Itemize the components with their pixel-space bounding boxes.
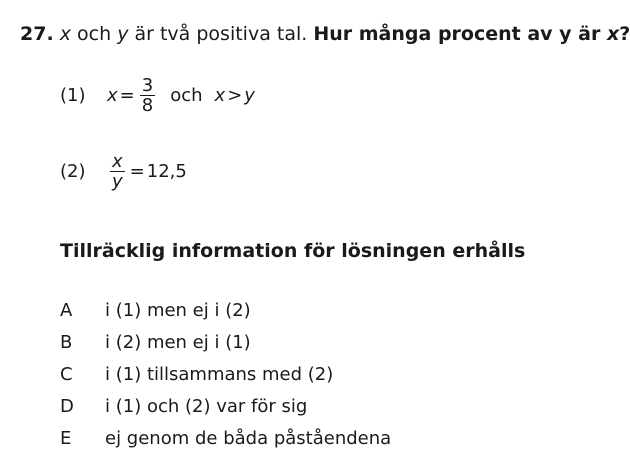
statement-1-label: (1) xyxy=(60,84,86,106)
statement-1-relation-op: > xyxy=(227,84,243,106)
option-d[interactable] xyxy=(60,390,391,422)
intro-tail: är två positiva tal. xyxy=(134,23,308,45)
option-letter: A xyxy=(60,299,73,321)
fraction-denominator: y xyxy=(112,170,123,192)
statement-1-conjunction: och xyxy=(170,84,203,106)
question-header xyxy=(20,20,630,48)
option-b[interactable] xyxy=(60,326,391,358)
statement-2-label: (2) xyxy=(60,160,86,182)
option-text: i (1) och (2) var för sig xyxy=(105,395,308,417)
sufficiency-heading: Tillräcklig information för lösningen erhålls xyxy=(60,240,526,262)
intro-conjunction: och xyxy=(77,23,112,45)
fraction-denominator: 8 xyxy=(141,94,154,116)
option-text: i (2) men ej i (1) xyxy=(105,331,251,353)
option-letter: E xyxy=(60,427,72,449)
statement-1 xyxy=(60,72,255,118)
option-text: i (1) tillsammans med (2) xyxy=(105,363,334,385)
option-letter: D xyxy=(60,395,74,417)
option-letter: C xyxy=(60,363,73,385)
statement-1-fraction xyxy=(140,76,155,115)
prompt-variable: x xyxy=(606,23,620,45)
statement-1-equals: = xyxy=(119,84,135,106)
variable-y: y xyxy=(117,23,129,45)
statement-1-relation-lhs: x xyxy=(214,84,226,106)
option-letter: B xyxy=(60,331,73,353)
statement-1-relation-rhs: y xyxy=(244,84,255,106)
question-prompt xyxy=(313,23,630,45)
answer-options xyxy=(60,294,391,454)
option-e[interactable] xyxy=(60,422,391,454)
fraction-numerator: 3 xyxy=(141,74,154,96)
fraction-numerator: x xyxy=(112,150,123,172)
statement-2-equals: = xyxy=(129,160,145,182)
statement-2-value: 12,5 xyxy=(146,160,187,182)
statement-1-lhs: x xyxy=(107,84,118,106)
prompt-end: ? xyxy=(619,23,630,45)
statement-2 xyxy=(60,148,187,194)
variable-x: x xyxy=(59,23,71,45)
option-text: i (1) men ej i (2) xyxy=(105,299,251,321)
option-text: ej genom de båda påståendena xyxy=(105,427,392,449)
question-number: 27. xyxy=(20,23,54,45)
option-a[interactable] xyxy=(60,294,391,326)
prompt-text: Hur många procent av y är xyxy=(313,23,601,45)
option-c[interactable] xyxy=(60,358,391,390)
statement-2-fraction xyxy=(110,152,125,191)
